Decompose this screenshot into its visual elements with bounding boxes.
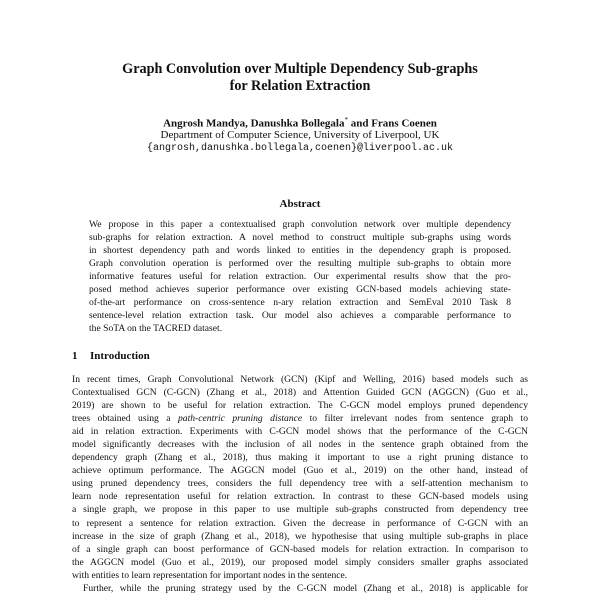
abstract-line: posed method achieves superior performance over existing GCN-based models achieving state- <box>89 284 511 296</box>
abstract-body <box>89 218 511 335</box>
abstract-line: Graph convolution operation is performed over the resulting multiple sub-graphs to obtain more <box>89 258 511 270</box>
author-footnote-marker: * <box>344 116 348 124</box>
intro-line: Further, while the pruning strategy used by the C-GCN model (Zhang et al., 2018) is applicable for <box>83 582 528 594</box>
title-line-1: Graph Convolution over Multiple Dependency Sub-graphs <box>122 61 478 77</box>
section-number: 1 <box>72 350 78 362</box>
abstract-line: in shortest dependency path and words linked to entities in the dependency graph is proposed. <box>89 245 511 257</box>
introduction-body <box>72 373 528 595</box>
intro-line: In recent times, Graph Convolutional Network (GCN) (Kipf and Welling, 2016) based models such as <box>72 374 528 385</box>
abstract-line: the SoTA on the TACRED dataset. <box>89 323 223 335</box>
affiliation: Department of Computer Science, University of Liverpool, UK <box>160 129 440 141</box>
intro-line: using pruned dependency trees, considers the full dependency tree with a self-attention mechanism to <box>72 478 528 490</box>
intro-line: with entities to learn representation for important nodes in the sentence. <box>72 569 348 581</box>
abstract-heading: Abstract <box>279 198 321 210</box>
title-line-2: for Relation Extraction <box>229 78 371 94</box>
intro-line: increase in the size of graph (Zhang et al., 2018), we hypothesise that using multiple sub-graphs in place <box>72 530 528 542</box>
intro-line: learn node representation useful for relation extraction. In contrast to these GCN-based models using <box>72 491 528 503</box>
intro-line: model significantly decreases with the inclusion of all nodes in the sentence graph obtained from the <box>72 439 528 451</box>
intro-line: aid in relation extraction. Experiments with C-GCN model shows that the performance of the C-GCN <box>72 426 528 438</box>
intro-line: to represent a sentence for relation extraction. Given the decrease in performance of C-GCN with an <box>72 517 528 529</box>
abstract-line: sentence-level relation extraction task. Our model also achieves a comparable performance to <box>89 310 511 322</box>
author-emails: {angrosh,danushka.bollegala,coenen}@liverpool.ac.uk <box>146 143 454 154</box>
authors-first: Angrosh Mandya, Danushka Bollegala <box>163 117 345 130</box>
intro-line: 2019) are shown to be useful for relation extraction. The C-GCN model employs pruned dependency <box>72 400 528 412</box>
intro-line <box>72 412 528 425</box>
intro-line: a single graph, we propose in this paper to use multiple sub-graphs constructed from dependency tree <box>72 504 528 516</box>
intro-line: achieve optimum performance. The AGGCN model (Guo et al., 2019) on the other hand, instead of <box>72 465 528 477</box>
intro-line: Contextualised GCN (C-GCN) (Zhang et al., 2018) and Attention Guided GCN (AGGCN) (Guo et al., <box>72 387 528 399</box>
intro-line: dependency graph (Zhang et al., 2018), thus making it important to use a right pruning distance to <box>72 452 528 464</box>
abstract-line: informative features useful for relation extraction. Our experimental results show that the pro- <box>89 271 511 283</box>
intro-line: the AGGCN model (Guo et al., 2019), our proposed model simply considers smaller graphs associated <box>72 556 528 568</box>
authors-last: and Frans Coenen <box>347 117 437 130</box>
paper-title <box>0 61 600 95</box>
intro-line-4-start: trees obtained using a <box>72 413 178 425</box>
section-title: Introduction <box>90 350 150 362</box>
intro-line-4-italic: path-centric pruning distance <box>178 413 303 425</box>
abstract-line: We propose in this paper a contextualised graph convolution network over multiple dependency <box>89 219 511 230</box>
intro-line-4-rest: to filter irrelevant nodes from sentence graph to <box>302 413 528 425</box>
abstract-line: sub-graphs for relation extraction. A novel method to construct multiple sub-graphs using words <box>89 232 511 244</box>
section-heading-introduction <box>72 349 150 363</box>
intro-line: of a single graph can boost performance of GCN-based models for relation extraction. In comparison to <box>72 543 528 555</box>
abstract-line: of-the-art performance on cross-sentence n-ary relation extraction and SemEval 2010 Task 8 <box>89 297 511 309</box>
